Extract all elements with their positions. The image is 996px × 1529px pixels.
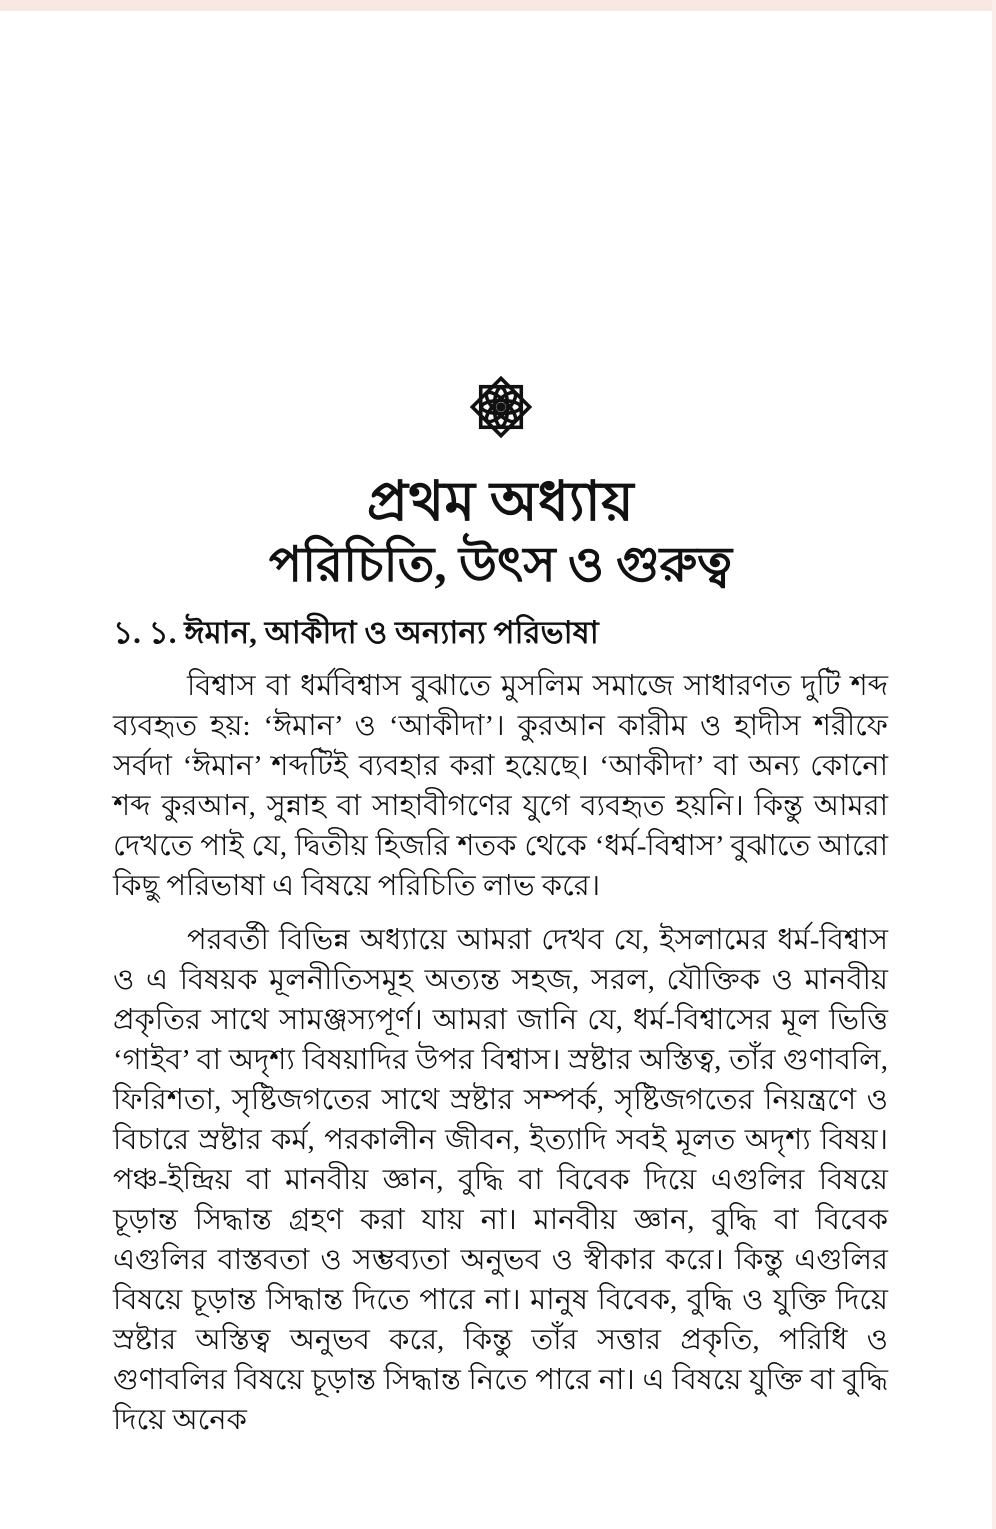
chapter-subtitle: পরিচিতি, উৎস ও গুরুত্ব [268,537,733,593]
chapter-ornament [113,368,888,446]
chapter-title: প্রথম অধ্যায় [366,471,635,532]
section-heading: ১. ১. ঈমান, আকীদা ও অন্যান্য পরিভাষা [113,614,599,650]
star-rosette-icon [462,368,540,446]
page-content [113,0,888,1440]
paragraph-1: বিশ্বাস বা ধর্মবিশ্বাস বুঝাতে মুসলিম সমাজে সাধারণত দুটি শব্দ ব্যবহৃত হয়: ‘ঈমান’ ও ‘আকীদা’। কুরআন কারীম ও হাদীস শরীফে সর্বদা ‘ঈমান’ শব্দটিই ব্যবহার করা হয়েছে। ‘আকীদা’ বা অন্য কোনো শব্দ কুরআন, সুন্নাহ বা সাহাবীগণের যুগে ব্যবহৃত হয়নি। কিন্তু আমরা দেখতে পাই যে, দ্বিতীয় হিজরি শতক থেকে ‘ধর্ম-বিশ্বাস’ বুঝাতে আরো কিছু পরিভাষা এ বিষয়ে পরিচিতি লাভ করে। [113,670,888,903]
paragraph-2: পরবর্তী বিভিন্ন অধ্যায়ে আমরা দেখব যে, ইসলামের ধর্ম-বিশ্বাস ও এ বিষয়ক মূলনীতিসমূহ অত্যন্ত সহজ, সরল, যৌক্তিক ও মানবীয় প্রকৃতির সাথে সামঞ্জস্যপূর্ণ। আমরা জানি যে, ধর্ম-বিশ্বাসের মূল ভিত্তি ‘গাইব’ বা অদৃশ্য বিষয়াদির উপর বিশ্বাস। স্রষ্টার অস্তিত্ব, তাঁর গুণাবলি, ফিরিশতা, সৃষ্টিজগতের সাথে স্রষ্টার সম্পর্ক, সৃষ্টিজগতের নিয়ন্ত্রণে ও বিচারে স্রষ্টার কর্ম, পরকালীন জীবন, ইত্যাদি সবই মূলত অদৃশ্য বিষয়। পঞ্চ-ইন্দ্রিয় বা মানবীয় জ্ঞান, বুদ্ধি বা বিবেক দিয়ে এগুলির বিষয়ে চূড়ান্ত সিদ্ধান্ত গ্রহণ করা যায় না। মানবীয় জ্ঞান, বুদ্ধি বা বিবেক এগুলির বাস্তবতা ও সম্ভব্যতা অনুভব ও স্বীকার করে। কিন্তু এগুলির বিষয়ে চূড়ান্ত সিদ্ধান্ত দিতে পারে না। মানুষ বিবেক, বুদ্ধি ও যুক্তি দিয়ে স্রষ্টার অস্তিত্ব অনুভব করে, কিন্তু তাঁর সত্তার প্রকৃতি, পরিধি ও গুণাবলির বিষয়ে চূড়ান্ত সিদ্ধান্ত নিতে পারে না। এ বিষয়ে যুক্তি বা বুদ্ধি দিয়ে অনেক [113,924,888,1437]
page-right-edge-tint [992,0,996,1529]
